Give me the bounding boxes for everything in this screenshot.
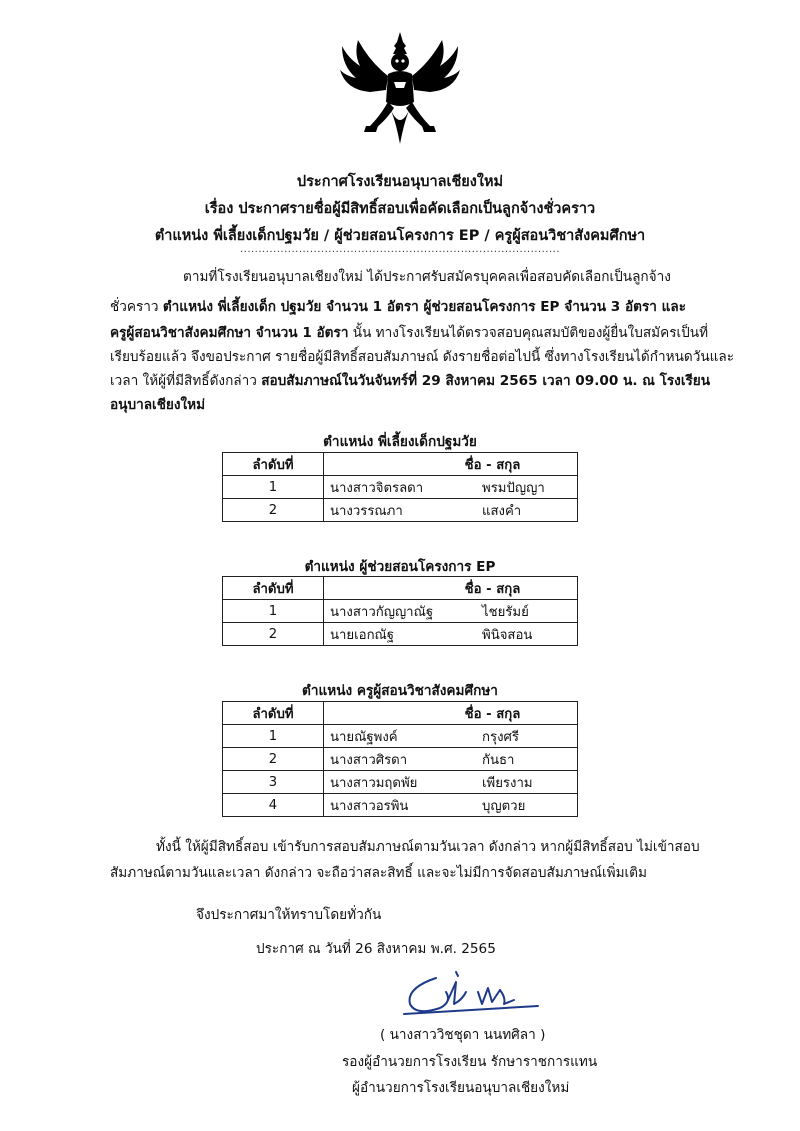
row-last-name: พินิจสอน [476, 623, 578, 646]
table-header-row [223, 453, 578, 476]
table-row [223, 771, 578, 794]
row-last-name: ไชยรัมย์ [476, 600, 578, 623]
row-no: 1 [223, 476, 324, 499]
row-first-name: นายณัฐพงค์ [324, 725, 477, 748]
announcement-date: ประกาศ ณ วันที่ 26 สิงหาคม พ.ศ. 2565 [256, 941, 496, 957]
intro-line-2: ชั่วคราว ตำแหน่ง พี่เลี้ยงเด็ก ปฐมวัย จำนวน 1 อัตรา ผู้ช่วยสอนโครงการ EP จำนวน 3 อัตรา และ [110, 299, 687, 315]
announcement-title: ประกาศโรงเรียนอนุบาลเชียงใหม่ [296, 174, 504, 190]
header-name: ชื่อ - สกุล [324, 453, 578, 476]
header-no: ลำดับที่ [223, 702, 324, 725]
closing-announce: จึงประกาศมาให้ทราบโดยทั่วกัน [196, 907, 382, 923]
announcement-positions: ตำแหน่ง พี่เลี้ยงเด็กปฐมวัย / ผู้ช่วยสอนโครงการ EP / ครูผู้สอนวิชาสังคมศึกษา [154, 228, 646, 244]
header-name: ชื่อ - สกุล [324, 577, 578, 600]
table-header-row [223, 577, 578, 600]
row-last-name: แสงคำ [476, 499, 578, 522]
table-row [223, 623, 578, 646]
row-no: 3 [223, 771, 324, 794]
table-row [223, 748, 578, 771]
row-no: 1 [223, 725, 324, 748]
row-first-name: นางสาวศิรดา [324, 748, 477, 771]
row-first-name: นายเอกณัฐ [324, 623, 477, 646]
table-ep-assistant [222, 576, 578, 646]
row-no: 4 [223, 794, 324, 817]
table-2-title: ตำแหน่ง ผู้ช่วยสอนโครงการ EP [304, 559, 496, 575]
row-last-name: กรุงศรี [476, 725, 578, 748]
announcement-subject: เรื่อง ประกาศรายชื่อผู้มีสิทธิ์สอบเพื่อคัดเลือกเป็นลูกจ้างชั่วคราว [204, 201, 596, 217]
handwritten-signature-icon [396, 970, 546, 1020]
row-no: 1 [223, 600, 324, 623]
row-no: 2 [223, 499, 324, 522]
row-first-name: นางสาวมฤดพัย [324, 771, 477, 794]
intro-line-1: ตามที่โรงเรียนอนุบาลเชียงใหม่ ได้ประกาศรับสมัครบุคคลเพื่อสอบคัดเลือกเป็นลูกจ้าง [183, 269, 671, 285]
table-row [223, 725, 578, 748]
row-no: 2 [223, 623, 324, 646]
row-first-name: นางสาวอรพิน [324, 794, 477, 817]
table-row [223, 499, 578, 522]
row-last-name: บุญตวย [476, 794, 578, 817]
closing-line-1: ทั้งนี้ ให้ผู้มีสิทธิ์สอบ เข้ารับการสอบสัมภาษณ์ตามวันเวลา ดังกล่าว หากผู้มีสิทธิ์สอบ ไม่เข้าสอบ [156, 839, 700, 855]
row-no: 2 [223, 748, 324, 771]
header-no: ลำดับที่ [223, 577, 324, 600]
table-1-title: ตำแหน่ง พี่เลี้ยงเด็กปฐมวัย [323, 434, 477, 450]
intro-line-4: เรียบร้อยแล้ว จึงขอประกาศ รายชื่อผู้มีสิทธิ์สอบสัมภาษณ์ ดังรายชื่อต่อไปนี้ ซึ่งทางโรงเรียนได้กำหนดวันและ [110, 349, 735, 365]
signatory-name: ( นางสาววิชชุดา นนทศิลา ) [380, 1027, 546, 1043]
table-header-row [223, 702, 578, 725]
header-name: ชื่อ - สกุล [324, 702, 578, 725]
intro-line-6: อนุบาลเชียงใหม่ [110, 397, 206, 413]
row-first-name: นางวรรณภา [324, 499, 477, 522]
table-row [223, 476, 578, 499]
intro-line-5: เวลา ให้ผู้ที่มีสิทธิ์ดังกล่าว สอบสัมภาษณ์ในวันจันทร์ที่ 29 สิงหาคม 2565 เวลา 09.00 น. ณ โรงเรียน [110, 373, 711, 389]
closing-line-2: สัมภาษณ์ตามวันและเวลา ดังกล่าว จะถือว่าสละสิทธิ์ และจะไม่มีการจัดสอบสัมภาษณ์เพิ่มเติม [110, 865, 647, 881]
row-last-name: เพียรงาม [476, 771, 578, 794]
signatory-title-1: รองผู้อำนวยการโรงเรียน รักษาราชการแทน [342, 1054, 598, 1070]
table-childcare [222, 452, 578, 522]
signatory-title-2: ผู้อำนวยการโรงเรียนอนุบาลเชียงใหม่ [352, 1080, 570, 1096]
row-first-name: นางสาวจิตรลดา [324, 476, 477, 499]
row-first-name: นางสาวกัญญาณัฐ [324, 600, 477, 623]
garuda-emblem-icon [340, 32, 460, 144]
table-3-title: ตำแหน่ง ครูผู้สอนวิชาสังคมศึกษา [302, 683, 498, 699]
row-last-name: กันธา [476, 748, 578, 771]
header-no: ลำดับที่ [223, 453, 324, 476]
table-row [223, 794, 578, 817]
dotted-separator: ....................................................................................... [239, 244, 561, 255]
table-row [223, 600, 578, 623]
row-last-name: พรมปัญญา [476, 476, 578, 499]
table-social-studies [222, 701, 578, 817]
intro-line-3: ครูผู้สอนวิชาสังคมศึกษา จำนวน 1 อัตรา นั้น ทางโรงเรียนได้ตรวจสอบคุณสมบัติของผู้ยื่นใบสมัครเป็นที่ [110, 325, 709, 341]
